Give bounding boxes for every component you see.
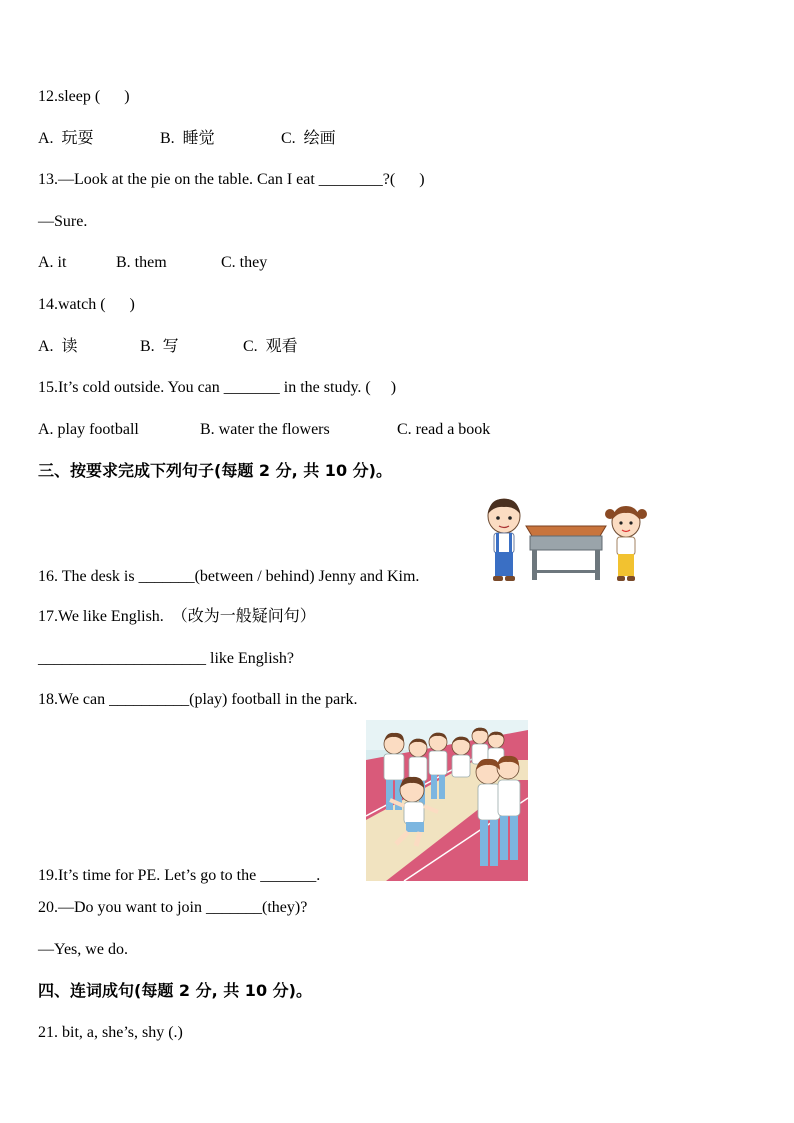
girl-figure xyxy=(605,506,647,581)
q14-stem: 14.watch ( ) xyxy=(38,296,135,313)
q13-stem: 13.—Look at the pie on the table. Can I eat ________?( ) xyxy=(38,171,425,188)
q14-option-a: A. 读 xyxy=(38,338,78,355)
q14-option-c: C. 观看 xyxy=(243,338,298,355)
desk-between-kids-illustration xyxy=(484,496,654,584)
q20-text: 20.—Do you want to join _______(they)? xyxy=(38,899,308,916)
q13-option-c: C. they xyxy=(221,254,268,271)
q13-reply: —Sure. xyxy=(38,213,88,230)
q20-reply: —Yes, we do. xyxy=(38,941,128,958)
section3-title: 三、按要求完成下列句子(每题 2 分, 共 10 分)。 xyxy=(38,461,392,480)
section4-title: 四、连词成句(每题 2 分, 共 10 分)。 xyxy=(38,981,312,1000)
q18-text: 18.We can __________(play) football in the park. xyxy=(38,691,358,708)
q12-option-a: A. 玩耍 xyxy=(38,130,94,147)
q15-option-a: A. play football xyxy=(38,421,139,438)
q12-option-c: C. 绘画 xyxy=(281,130,336,147)
q16-text: 16. The desk is _______(between / behind) Jenny and Kim. xyxy=(38,568,420,585)
q15-option-b: B. water the flowers xyxy=(200,421,330,438)
q13-option-a: A. it xyxy=(38,254,67,271)
q12-stem: 12.sleep ( ) xyxy=(38,88,130,105)
boy-figure xyxy=(488,499,520,581)
q19-text: 19.It’s time for PE. Let’s go to the _______. xyxy=(38,867,321,884)
q15-stem: 15.It’s cold outside. You can _______ in the study. ( ) xyxy=(38,379,397,396)
q17-text: 17.We like English. （改为一般疑问句） xyxy=(38,608,316,625)
pe-class-playground-illustration xyxy=(366,720,528,881)
q21-text: 21. bit, a, she’s, shy (.) xyxy=(38,1024,183,1041)
q13-option-b: B. them xyxy=(116,254,167,271)
q17-answer-line: _____________________ like English? xyxy=(38,650,294,667)
front-row-boys xyxy=(476,756,520,866)
q14-option-b: B. 写 xyxy=(140,338,179,355)
desk-figure xyxy=(526,526,606,580)
q15-option-c: C. read a book xyxy=(397,421,491,438)
q12-option-b: B. 睡觉 xyxy=(160,130,215,147)
